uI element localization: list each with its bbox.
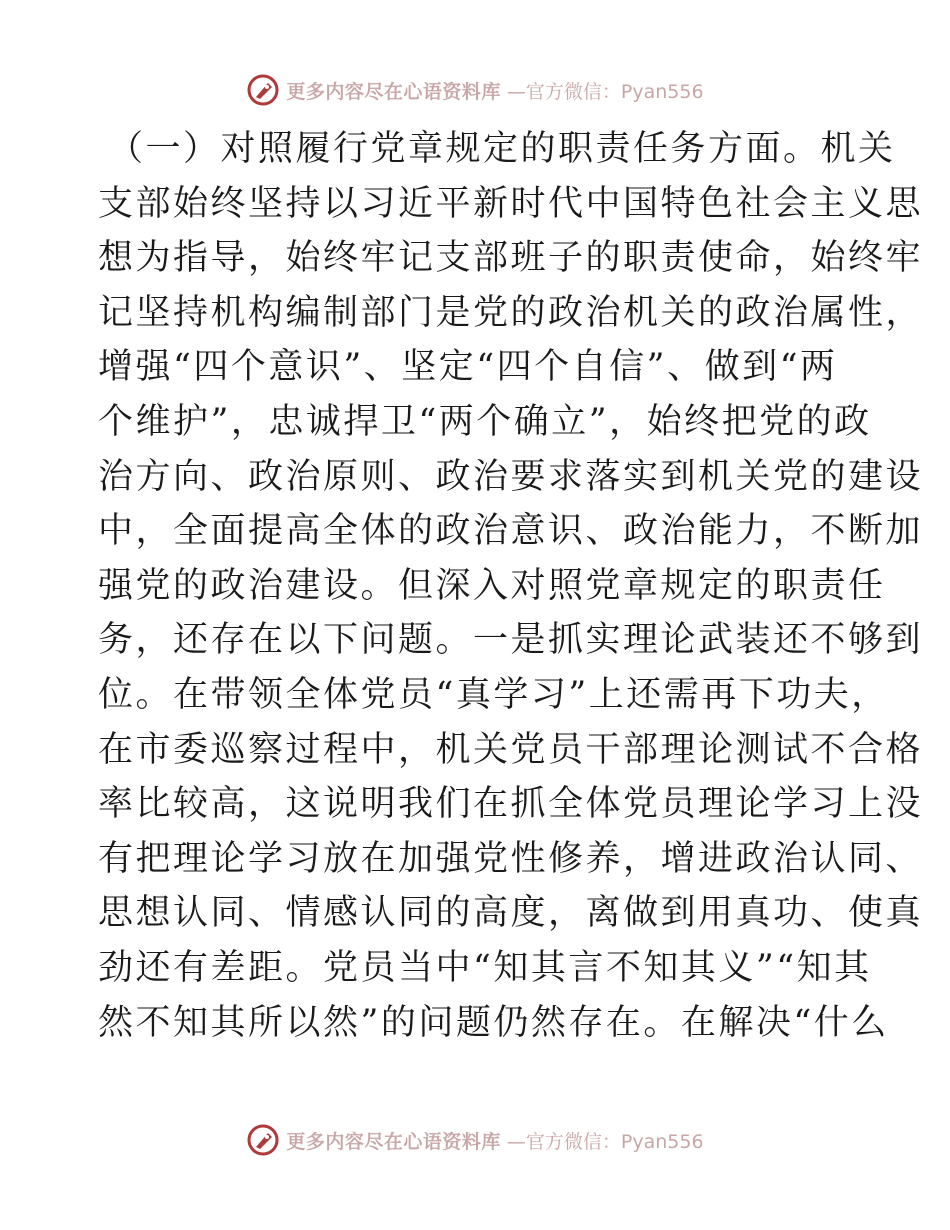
pen-nib-circle-icon	[246, 1123, 280, 1157]
body-line: （一）对照履行党章规定的职责任务方面。机关	[108, 129, 896, 169]
document-body	[98, 122, 924, 1050]
body-line: 在市委巡察过程中，机关党员干部理论测试不合格	[98, 729, 924, 770]
body-line: 治方向、政治原则、政治要求落实到机关党的建设	[98, 456, 924, 497]
header-official-text: —官方微信：Pyan556	[506, 80, 704, 103]
body-line: 思想认同、情感认同的高度，离做到用真功、使真	[98, 893, 924, 934]
body-line: 想为指导，始终牢记支部班子的职责使命，始终牢	[98, 238, 924, 279]
body-line: 强党的政治建设。但深入对照党章规定的职责任	[98, 565, 886, 606]
body-line: 记坚持机构编制部门是党的政治机关的政治属性，	[98, 292, 924, 333]
body-line: 劲还有差距。党员当中“知其言不知其义”“知其	[98, 947, 872, 988]
body-line: 个维护”，忠诚捍卫“两个确立”，始终把党的政	[98, 401, 872, 442]
body-line: 率比较高，这说明我们在抓全体党员理论学习上没	[98, 784, 924, 825]
footer-watermark	[0, 1120, 950, 1160]
footer-brand-text: 更多内容尽在心语资料库	[286, 1130, 501, 1153]
pen-nib-circle-icon	[246, 73, 280, 107]
body-line: 有把理论学习放在加强党性修养，增进政治认同、	[98, 838, 924, 879]
body-line: 务，还存在以下问题。一是抓实理论武装还不够到	[98, 620, 924, 661]
body-line: 增强“四个意识”、坚定“四个自信”、做到“两	[98, 347, 838, 388]
body-line: 中，全面提高全体的政治意识、政治能力，不断加	[98, 511, 924, 552]
footer-official-text: —官方微信：Pyan556	[506, 1130, 704, 1153]
body-line: 支部始终坚持以习近平新时代中国特色社会主义思	[98, 183, 924, 224]
header-watermark	[0, 70, 950, 110]
body-line: 位。在带领全体党员“真学习”上还需再下功夫，	[98, 674, 889, 715]
header-brand-text: 更多内容尽在心语资料库	[286, 80, 501, 103]
body-line: 然不知其所以然”的问题仍然存在。在解决“什么	[98, 1002, 889, 1043]
